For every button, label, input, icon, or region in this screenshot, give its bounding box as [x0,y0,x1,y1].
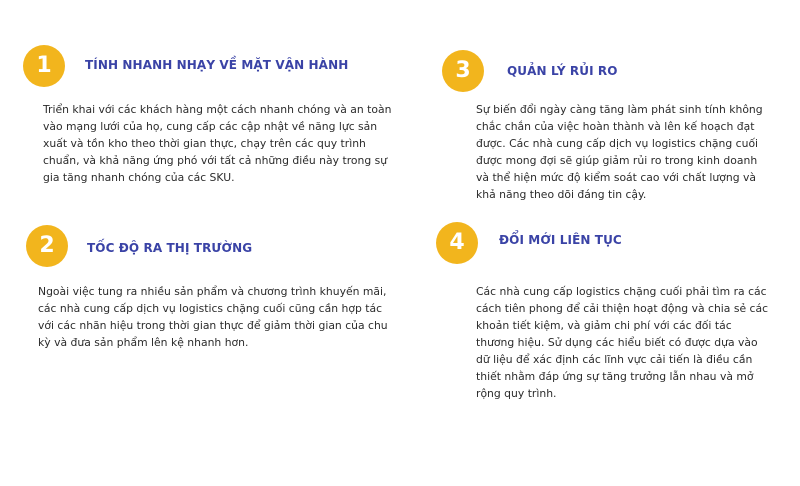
section-4-title: ĐỔI MỚI LIÊN TỤC [499,233,622,247]
section-3-title: QUẢN LÝ RỦI RO [507,64,618,78]
section-3-text: Sự biến đổi ngày càng tăng làm phát sinh tính không chắc chắn của việc hoàn thành và lên kế hoạch đạt được. Các nhà cung cấp dịch vụ logistics chặng cuối được mong đợi sẽ giúp giảm rủi ro trong kinh doanh và thể hiện mức độ kiểm soát cao với chất lượng và khả năng theo dõi đáng tin cậy. [476,103,763,201]
section-2-text: Ngoài việc tung ra nhiều sản phẩm và chương trình khuyến mãi, các nhà cung cấp dịch vụ logistics chặng cuối cũng cần hợp tác với các nhãn hiệu trong thời gian thực để giảm thời gian của chu kỳ và đưa sản phẩm lên kệ nhanh hơn. [38,285,388,349]
section-4-text: Các nhà cung cấp logistics chặng cuối phải tìm ra các cách tiên phong để cải thiện hoạt động và chia sẻ các khoản tiết kiệm, và giảm chi phí với các đối tác thương hiệu. Sử dụng các hiểu biết có được dựa vào dữ liệu để xác định các lĩnh vực cải tiến là điều cần thiết nhằm đáp ứng sự tăng trưởng lẫn nhau và mở rộng quy trình. [476,285,769,400]
number-badge-3: 3 [442,50,484,92]
section-1-text: Triển khai với các khách hàng một cách nhanh chóng và an toàn vào mạng lưới của họ, cung cấp các cập nhật về năng lực sản xuất và tồn kho theo thời gian thực, chạy trên các quy trình chuẩn, và khả năng ứng phó với tất cả những điều này trong sự gia tăng nhanh chóng của các SKU. [43,103,392,184]
number-badge-2: 2 [26,225,68,267]
section-1-title: TÍNH NHANH NHẠY VỀ MẶT VẬN HÀNH [85,58,349,72]
section-2-title: TỐC ĐỘ RA THỊ TRƯỜNG [87,241,253,255]
number-badge-1: 1 [23,45,65,87]
number-badge-4: 4 [436,222,478,264]
